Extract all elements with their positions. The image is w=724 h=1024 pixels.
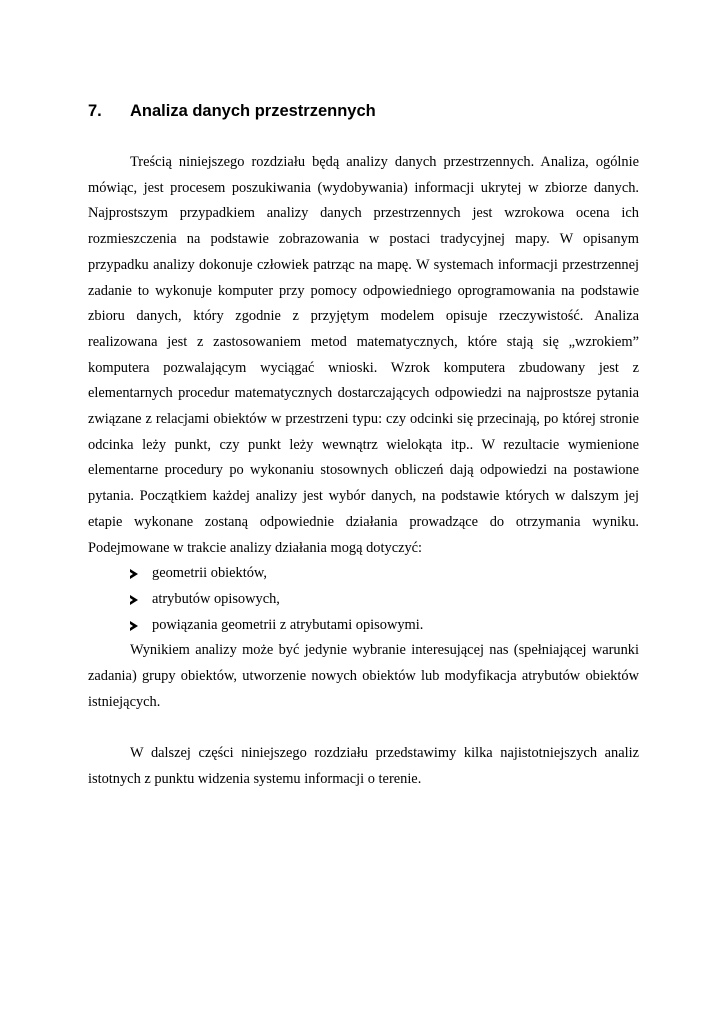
list-item-text: powiązania geometrii z atrybutami opisowymi. (152, 616, 424, 633)
paragraph-intro: Treścią niniejszego rozdziału będą analizy danych przestrzennych. Analiza, ogólnie mówiąc, jest procesem poszukiwania (wydobywania) informacji ukrytej w zbiorze danych. Najprostszym przypadkiem analizy danych przestrzennych jest wzrokowa ocena ich rozmieszczenia na podstawie zobrazowania w postaci tradycyjnej mapy. W opisanym przypadku analizy dokonuje człowiek patrząc na mapę. W systemach informacji przestrzennej zadanie to wykonuje komputer przy pomocy odpowiedniego oprogramowania na podstawie zbioru danych, który zgodnie z przyjętym modelem opisuje rzeczywistość. Analiza realizowana jest z zastosowaniem metod matematycznych, które stają się „wzrokiem” komputera pozwalającym wyciągać wnioski. Wzrok komputera zbudowany jest z elementarnych procedur matematycznych dostarczających odpowiedzi na najprostsze pytania związane z relacjami obiektów w przestrzeni typu: czy odcinki się przecinają, po której stronie odcinka leży punkt, czy punkt leży wewnątrz wielokąta itp.. W rezultacie wymienione elementarne procedury po wykonaniu stosownych obliczeń dają odpowiedzi na postawione pytania. Początkiem każdej analizy jest wybór danych, na podstawie których w dalszym jej etapie wykonane zostaną odpowiednie działania prowadzące do otrzymania wyniku. Podejmowane w trakcie analizy działania mogą dotyczyć: (88, 154, 639, 556)
paragraph-result: Wynikiem analizy może być jedynie wybranie interesującej nas (spełniającej warunki zadania) grupy obiektów, utworzenie nowych obiektów lub modyfikacja atrybutów obiektów istniejących. (88, 642, 639, 710)
section-heading (88, 101, 376, 121)
bullet-list (88, 561, 639, 638)
list-item-text: geometrii obiektów, (152, 565, 267, 582)
list-item (88, 613, 639, 639)
section-body (88, 150, 639, 793)
section-title: Analiza danych przestrzennych (130, 102, 376, 120)
list-item-text: atrybutów opisowych, (152, 590, 280, 607)
section-number: 7. (88, 102, 102, 120)
arrowhead-bullet-icon (130, 595, 138, 605)
list-item (88, 561, 639, 587)
arrowhead-bullet-icon (130, 621, 138, 631)
paragraph-outlook: W dalszej części niniejszego rozdziału przedstawimy kilka najistotniejszych analiz istotnych z punktu widzenia systemu informacji o terenie. (88, 745, 639, 787)
list-item (88, 587, 639, 613)
arrowhead-bullet-icon (130, 569, 138, 579)
